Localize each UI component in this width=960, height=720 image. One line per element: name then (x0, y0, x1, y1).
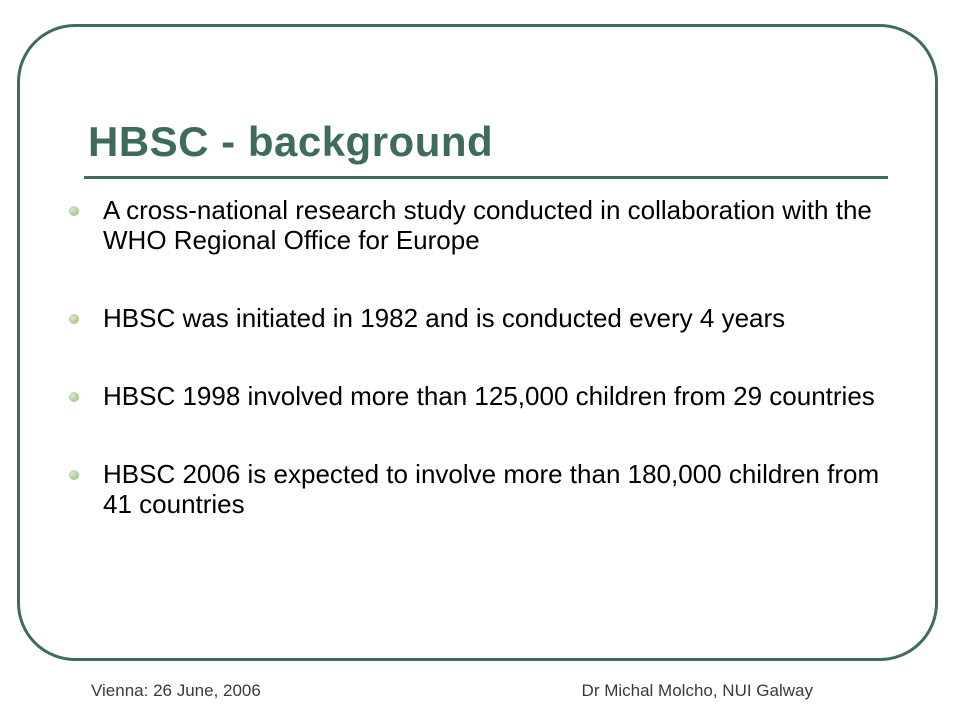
bullet-list (66, 195, 886, 567)
footer-date: Vienna: 26 June, 2006 (91, 681, 261, 700)
title-underline (84, 176, 888, 179)
bullet-text: HBSC 1998 involved more than 125,000 children from 29 countries (103, 381, 875, 411)
bullet-text: A cross-national research study conducted in collaboration with the WHO Regional Office for Europe (103, 195, 872, 255)
bullet-dot-icon (69, 470, 79, 480)
bullet-text: HBSC 2006 is expected to involve more than 180,000 children from 41 countries (103, 459, 880, 519)
bullet-item (66, 195, 886, 255)
bullet-dot-icon (69, 314, 79, 324)
bullet-dot-icon (69, 392, 79, 402)
bullet-item (66, 459, 886, 519)
footer-author: Dr Michal Molcho, NUI Galway (581, 681, 813, 700)
bullet-item (66, 381, 886, 411)
bullet-text: HBSC was initiated in 1982 and is conducted every 4 years (103, 303, 786, 333)
bullet-item (66, 303, 886, 333)
slide-title: HBSC - background (88, 118, 494, 165)
bullet-dot-icon (69, 206, 79, 216)
